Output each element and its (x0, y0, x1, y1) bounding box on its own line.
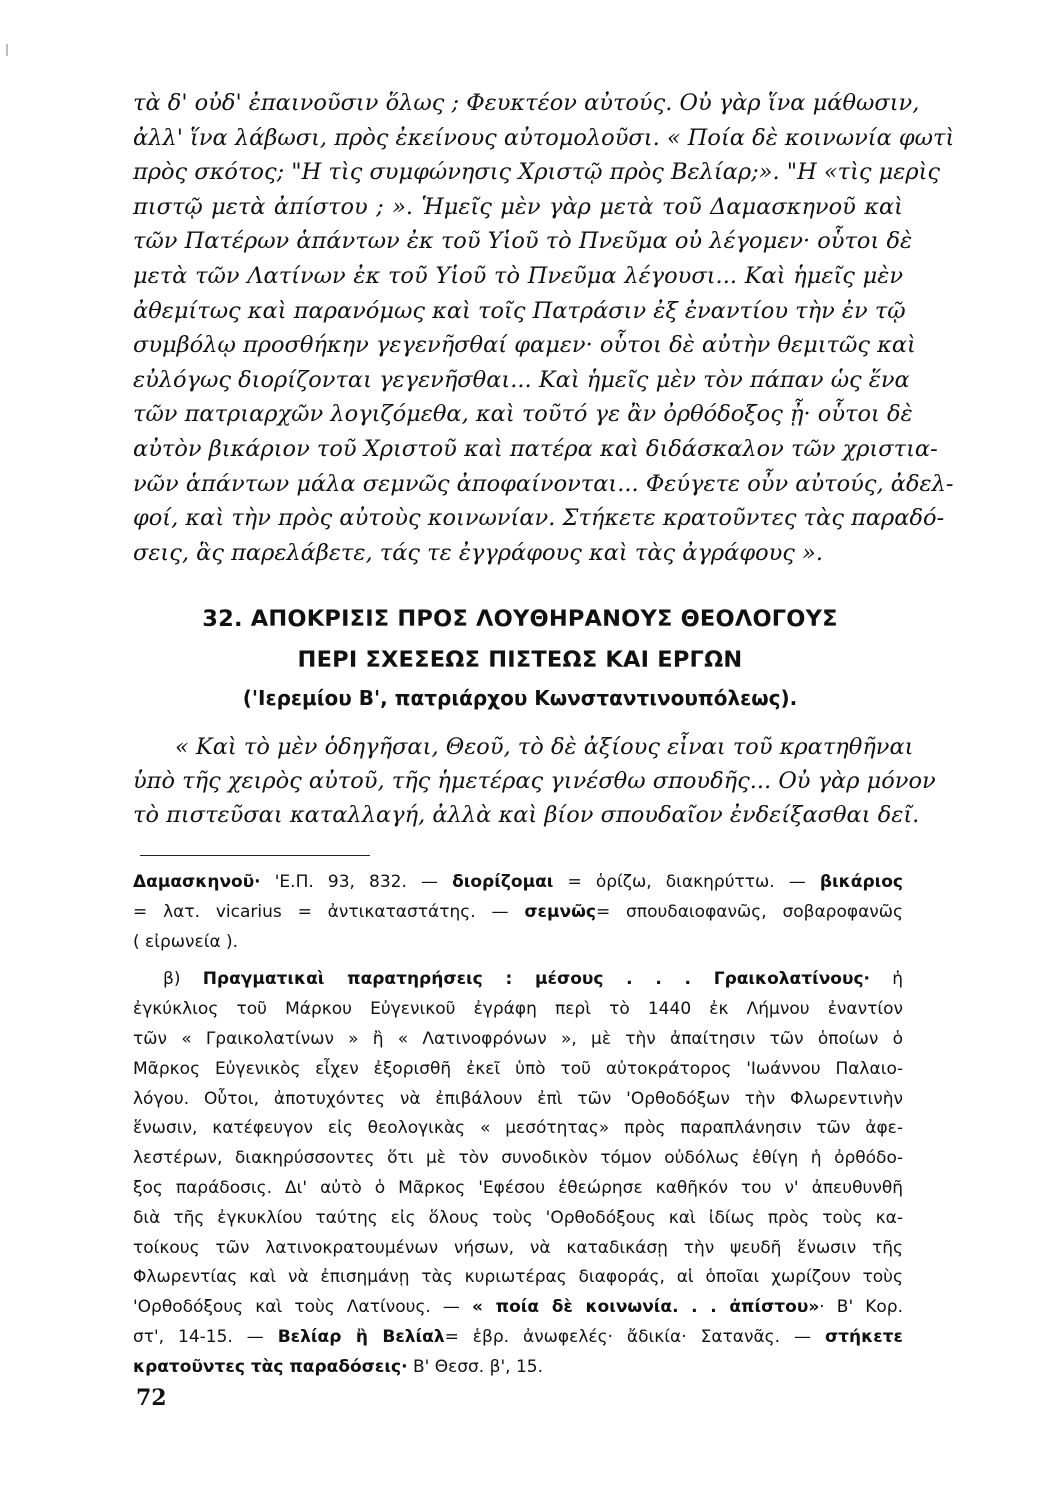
text-line: εὐλόγως διορίζονται γεγενῆσθαι... Καὶ ἡμεῖς μὲν τὸν πάπαν ὡς ἕνα (133, 366, 910, 393)
note-line: τῶν « Γραικολατίνων » ἢ « Λατινοφρόνων », μὲ τὴν ἀπαίτησιν τῶν ὁποίων ὁ (133, 1028, 903, 1049)
note-text: ἡ (870, 969, 903, 990)
text-line: ἀλλ' ἵνα λάβωσι, πρὸς ἐκείνους αὐτομολοῦσι. « Ποία δὲ κοινωνία φωτὶ (133, 124, 955, 151)
note-text: = ἑβρ. ἀνωφελές· ἄδικία· Σατανᾶς. — (444, 1326, 825, 1347)
text-line: ἀθεμίτως καὶ παρανόμως καὶ τοῖς Πατράσιν ἐξ ἐναντίου τὴν ἐν τῷ (133, 297, 906, 324)
text-line: μετὰ τῶν Λατίνων ἐκ τοῦ Υἱοῦ τὸ Πνεῦμα λέγουσι... Καὶ ἡμεῖς μὲν (133, 262, 903, 289)
note-text: 'Ορθοδόξους καὶ τοὺς Λατίνους. — (133, 1297, 473, 1318)
text-line: σεις, ἃς παρελάβετε, τάς τε ἐγγράφους καὶ τὰς ἀγράφους ». (133, 539, 823, 566)
note-line: ξος παράδοσις. Δι' αὐτὸ ὁ Μᾶρκος 'Εφέσου ἐθεώρησε καθῆκόν του ν' ἀπευθυνθῆ (133, 1177, 903, 1198)
text-line: νῶν ἁπάντων μάλα σεμνῶς ἀποφαίνονται... Φεύγετε οὖν αὐτούς, ἀδελ- (133, 470, 954, 497)
footnote-divider (140, 855, 370, 856)
note-term: Πραγματικαὶ παρατηρήσεις : μέσους . . . Γραικολατίνους· (202, 969, 870, 990)
text-line: αὐτὸν βικάριον τοῦ Χριστοῦ καὶ πατέρα καὶ διδάσκαλον τῶν χριστια- (133, 435, 938, 462)
note-term: βικάριος (819, 872, 903, 892)
note-text: β) (163, 969, 203, 990)
text-line: πρὸς σκότος; "Η τὶς συμφώνησις Χριστῷ πρὸς Βελίαρ;». "Η «τὶς μερὶς (133, 159, 941, 186)
page-number: 72 (136, 1385, 167, 1411)
note-text: = σπουδαιοφανῶς, σοβαροφανῶς (595, 901, 903, 922)
section-title: 32. ΑΠΟΚΡΙΣΙΣ ΠΡΟΣ ΛΟΥΘΗΡΑΝΟΥΣ ΘΕΟΛΟΓΟΥΣ (202, 606, 838, 632)
scan-mark (6, 44, 8, 56)
note-text: Β' Θεσσ. β', 15. (407, 1356, 543, 1377)
section-title-line-2: ΠΕΡΙ ΣΧΕΣΕΩΣ ΠΙΣΤΕΩΣ ΚΑΙ ΕΡΓΩΝ (297, 647, 743, 673)
note-line: ( εἰρωνεία ). (133, 931, 239, 952)
note-term: στήκετε (824, 1326, 903, 1347)
note-text: = λατ. vicarius = ἀντικαταστάτης. — (133, 901, 525, 922)
note-line: Φλωρεντίας καὶ νὰ ἐπισημάνῃ τὰς κυριωτέρας διαφοράς, αἱ ὁποῖαι χωρίζουν τοὺς (133, 1267, 903, 1288)
note-text: 'Ε.Π. 93, 832. — (260, 872, 453, 892)
quote-line: τὸ πιστεῦσαι καταλλαγή, ἀλλὰ καὶ βίον σπουδαῖον ἐνδείξασθαι δεῖ. (133, 802, 920, 828)
note-line (133, 898, 903, 928)
note-term: διορίζομαι (452, 872, 554, 892)
quote-text (133, 730, 936, 832)
note-line: ἐγκύκλιος τοῦ Μάρκου Εὐγενικοῦ ἐγράφη περὶ τὸ 1440 ἐκ Λήμνου ἐναντίον (133, 999, 903, 1020)
footnotes (133, 868, 903, 1383)
text-line: τῶν Πατέρων ἁπάντων ἐκ τοῦ Υἱοῦ τὸ Πνεῦμα οὐ λέγομεν· οὗτοι δὲ (133, 228, 913, 255)
note-term: κρατοῦντες τὰς παραδόσεις· (133, 1356, 408, 1377)
note-line (133, 868, 903, 898)
note-line: Μᾶρκος Εὐγενικὸς εἶχεν ἐξορισθῆ ἐκεῖ ὑπὸ τοῦ αὐτοκράτορος 'Ιωάννου Παλαιο- (133, 1058, 903, 1079)
note-line: ἕνωσιν, κατέφευγον εἰς θεολογικὰς « μεσότητας» πρὸς παραπλάνησιν τῶν ἀφε- (133, 1118, 903, 1139)
text-line: τὰ δ' οὐδ' ἐπαινοῦσιν ὅλως ; Φευκτέον αὐτούς. Οὐ γὰρ ἵνα μάθωσιν, (133, 90, 920, 116)
note-line: λόγου. Οὗτοι, ἀποτυχόντες νὰ ἐπιβάλουν ἐπὶ τῶν 'Ορθοδόξων τὴν Φλωρεντινὴν (133, 1088, 903, 1109)
note-text: = ὁρίζω, διακηρύττω. — (553, 872, 820, 892)
text-line: πιστῷ μετὰ ἀπίστου ; ». Ἡμεῖς μὲν γὰρ μετὰ τοῦ Δαμασκηνοῦ καὶ (133, 193, 903, 220)
note-text: στ', 14-15. — (133, 1326, 278, 1347)
note-line (133, 1353, 903, 1383)
note-line (133, 1323, 903, 1353)
note-term: Βελίαρ ἢ Βελίαλ (277, 1326, 445, 1347)
note-term: σεμνῶς (524, 901, 596, 922)
text-line: συμβόλῳ προσθήκην γεγενῆσθαί φαμεν· οὗτοι δὲ αὐτὴν θεμιτῶς καὶ (133, 332, 916, 359)
note-term: « ποία δὲ κοινωνία. . . ἀπίστου» (472, 1297, 820, 1318)
main-text (133, 86, 955, 570)
text-line: τῶν πατριαρχῶν λογιζόμεθα, καὶ τοῦτό γε ἂν ὀρθόδοξος ᾖ· οὗτοι δὲ (133, 401, 913, 428)
section-subtitle: ('Ιερεμίου Β', πατριάρχου Κωνσταντινουπόλεως). (242, 686, 798, 710)
note-line: τοίκους τῶν λατινοκρατουμένων νήσων, νὰ καταδικάσῃ τὴν ψευδῆ ἕνωσιν τῆς (133, 1237, 903, 1258)
text-line: φοί, καὶ τὴν πρὸς αὐτοὺς κοινωνίαν. Στήκετε κρατοῦντες τὰς παραδό- (133, 505, 945, 532)
quote-line: « Καὶ τὸ μὲν ὁδηγῆσαι, Θεοῦ, τὸ δὲ ἀξίους εἶναι τοῦ κρατηθῆναι (175, 734, 914, 760)
note-line (133, 965, 903, 995)
quote-line: ὑπὸ τῆς χειρὸς αὐτοῦ, τῆς ἡμετέρας γινέσθω σπουδῆς... Οὐ γὰρ μόνον (133, 768, 936, 794)
note-term: Δαμασκηνοῦ· (133, 872, 261, 892)
note-text: · Β' Κορ. (819, 1297, 903, 1318)
note-line: διὰ τῆς ἐγκυκλίου ταύτης εἰς ὅλους τοὺς 'Ορθοδόξους καὶ ἰδίως πρὸς τοὺς κα- (133, 1207, 903, 1228)
note-line: λεστέρων, διακηρύσσοντες ὅτι μὲ τὸν συνοδικὸν τόμον οὐδόλως ἐθίγη ἡ ὀρθόδο- (133, 1148, 903, 1169)
note-line (133, 1293, 903, 1323)
